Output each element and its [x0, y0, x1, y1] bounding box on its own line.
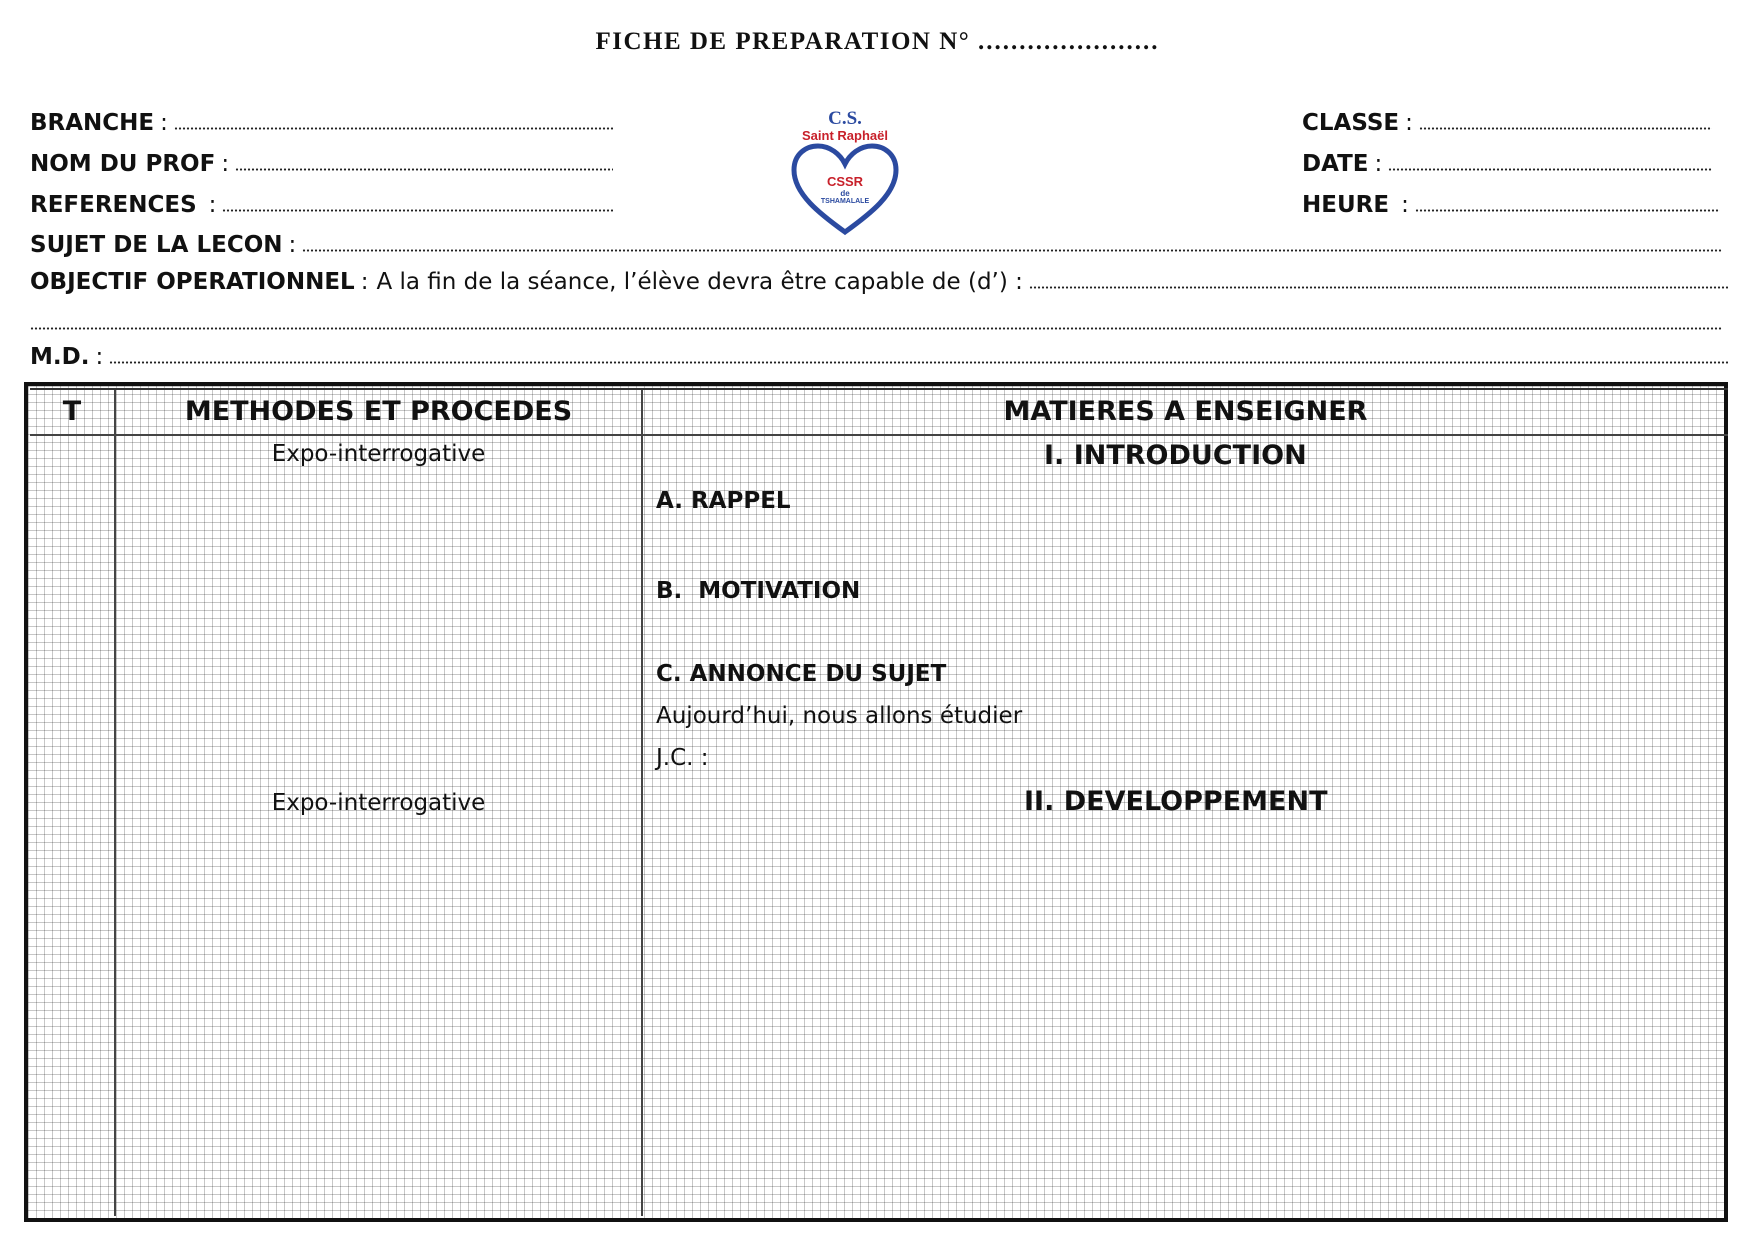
objectif-blank[interactable] [1029, 286, 1728, 289]
classe-field[interactable]: CLASSE : [1302, 110, 1712, 136]
heure-blank[interactable] [1415, 209, 1720, 212]
header-t: T [62, 396, 82, 427]
classe-label: CLASSE [1302, 110, 1400, 136]
table-header-divider [30, 434, 1728, 436]
date-label: DATE [1302, 151, 1369, 177]
section-developpement: II. DEVELOPPEMENT [1024, 786, 1328, 817]
branche-blank[interactable] [174, 127, 613, 130]
nom-du-prof-field[interactable]: NOM DU PROF : [30, 151, 613, 177]
subsection-annonce: C. ANNONCE DU SUJET [656, 661, 947, 687]
nom-du-prof-blank[interactable] [235, 168, 613, 171]
md-blank[interactable] [109, 361, 1728, 364]
subsection-motivation: B. MOTIVATION [656, 578, 861, 604]
branche-label: BRANCHE [30, 110, 155, 136]
sujet-label: SUJET DE LA LECON [30, 232, 283, 258]
objectif-field[interactable]: OBJECTIF OPERATIONNEL : A la fin de la séance, l’élève devra être capable de (d’) : [30, 269, 1728, 295]
objectif-continuation[interactable] [30, 310, 1722, 336]
column-divider-methods [641, 390, 643, 1216]
date-blank[interactable] [1388, 168, 1712, 171]
title-number-dots: ...................... [978, 28, 1160, 55]
branche-field[interactable]: BRANCHE : [30, 110, 613, 136]
header-methodes: METHODES ET PROCEDES [184, 396, 573, 427]
jc-label: J.C. : [656, 745, 709, 771]
table-inner-border [30, 388, 1728, 390]
md-label: M.D. [30, 344, 90, 370]
header-matieres: MATIERES A ENSEIGNER [1003, 396, 1368, 427]
sujet-blank[interactable] [302, 249, 1722, 252]
md-field[interactable]: M.D. : [30, 344, 1728, 370]
annonce-text: Aujourd’hui, nous allons étudier [656, 703, 1023, 729]
references-field[interactable]: REFERENCES : [30, 192, 613, 218]
nom-du-prof-label: NOM DU PROF [30, 151, 216, 177]
document-title: FICHE DE PREPARATION N° ...................... [595, 28, 1160, 55]
heure-field[interactable]: HEURE : [1302, 192, 1720, 218]
objectif-label: OBJECTIF OPERATIONNEL [30, 269, 355, 295]
references-label: REFERENCES [30, 192, 197, 218]
objectif-text: A la fin de la séance, l’élève devra être capable de (d’) : [376, 269, 1023, 295]
objectif-blank-2[interactable] [30, 327, 1722, 330]
method-introduction: Expo-interrogative [271, 441, 486, 467]
subsection-rappel: A. RAPPEL [656, 488, 791, 514]
date-field[interactable]: DATE : [1302, 151, 1712, 177]
references-blank[interactable] [222, 209, 613, 212]
method-developpement: Expo-interrogative [271, 790, 486, 816]
section-introduction: I. INTRODUCTION [1044, 440, 1307, 471]
school-logo: C.S. Saint Raphaël CSSR de TSHAMALALE [785, 108, 905, 238]
classe-blank[interactable] [1419, 127, 1712, 130]
heure-label: HEURE [1302, 192, 1390, 218]
sujet-field[interactable]: SUJET DE LA LECON : [30, 232, 1722, 258]
